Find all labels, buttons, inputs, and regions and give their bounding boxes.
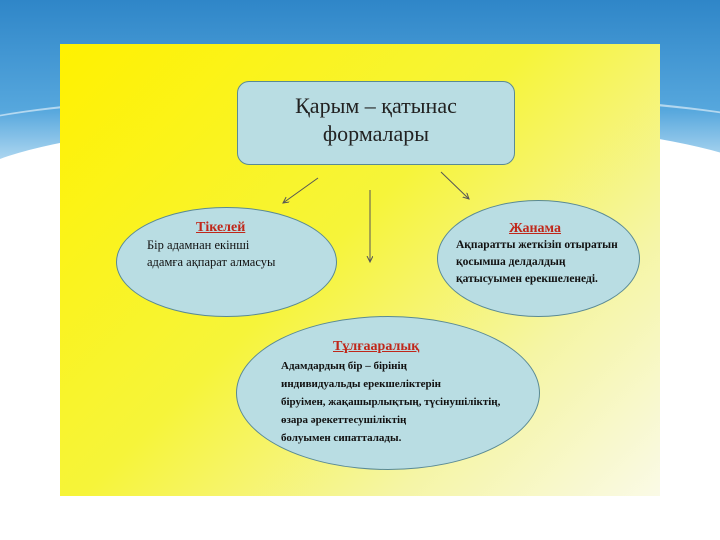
arrow-to-right bbox=[441, 172, 469, 199]
node-direct-line: Бір адамнан екінші bbox=[147, 238, 250, 252]
node-indirect-text bbox=[456, 237, 618, 288]
node-indirect-heading: Жанама bbox=[509, 221, 562, 236]
node-interpersonal-line: болуымен сипатталады. bbox=[281, 432, 402, 444]
node-interpersonal-line: біруімен, жақашырлықтың, түсінушіліктің, bbox=[281, 396, 501, 408]
node-interpersonal-line: Адамдардың бір – бірінің bbox=[281, 360, 407, 372]
title-line-1: Қарым – қатынас bbox=[295, 93, 457, 118]
node-direct-line: адамға ақпарат алмасуы bbox=[147, 255, 276, 269]
node-direct-heading: Тікелей bbox=[196, 220, 246, 235]
node-interpersonal-text bbox=[281, 357, 500, 447]
arrow-to-left bbox=[283, 178, 318, 203]
node-indirect-line: Ақпаратты жеткізіп отыратын bbox=[456, 239, 618, 251]
node-interpersonal-line: өзара әрекеттесушіліктің bbox=[281, 414, 407, 426]
title-line-2: формалары bbox=[322, 121, 430, 146]
node-indirect-line: қатысуымен ерекшеленеді. bbox=[456, 273, 598, 285]
node-direct-text bbox=[147, 237, 275, 271]
node-interpersonal-heading: Тұлғааралық bbox=[333, 339, 420, 354]
title-box bbox=[237, 81, 515, 165]
node-interpersonal-line: индивидуальды ерекшеліктерін bbox=[281, 378, 442, 390]
node-indirect-line: қосымша делдалдың bbox=[456, 256, 566, 268]
